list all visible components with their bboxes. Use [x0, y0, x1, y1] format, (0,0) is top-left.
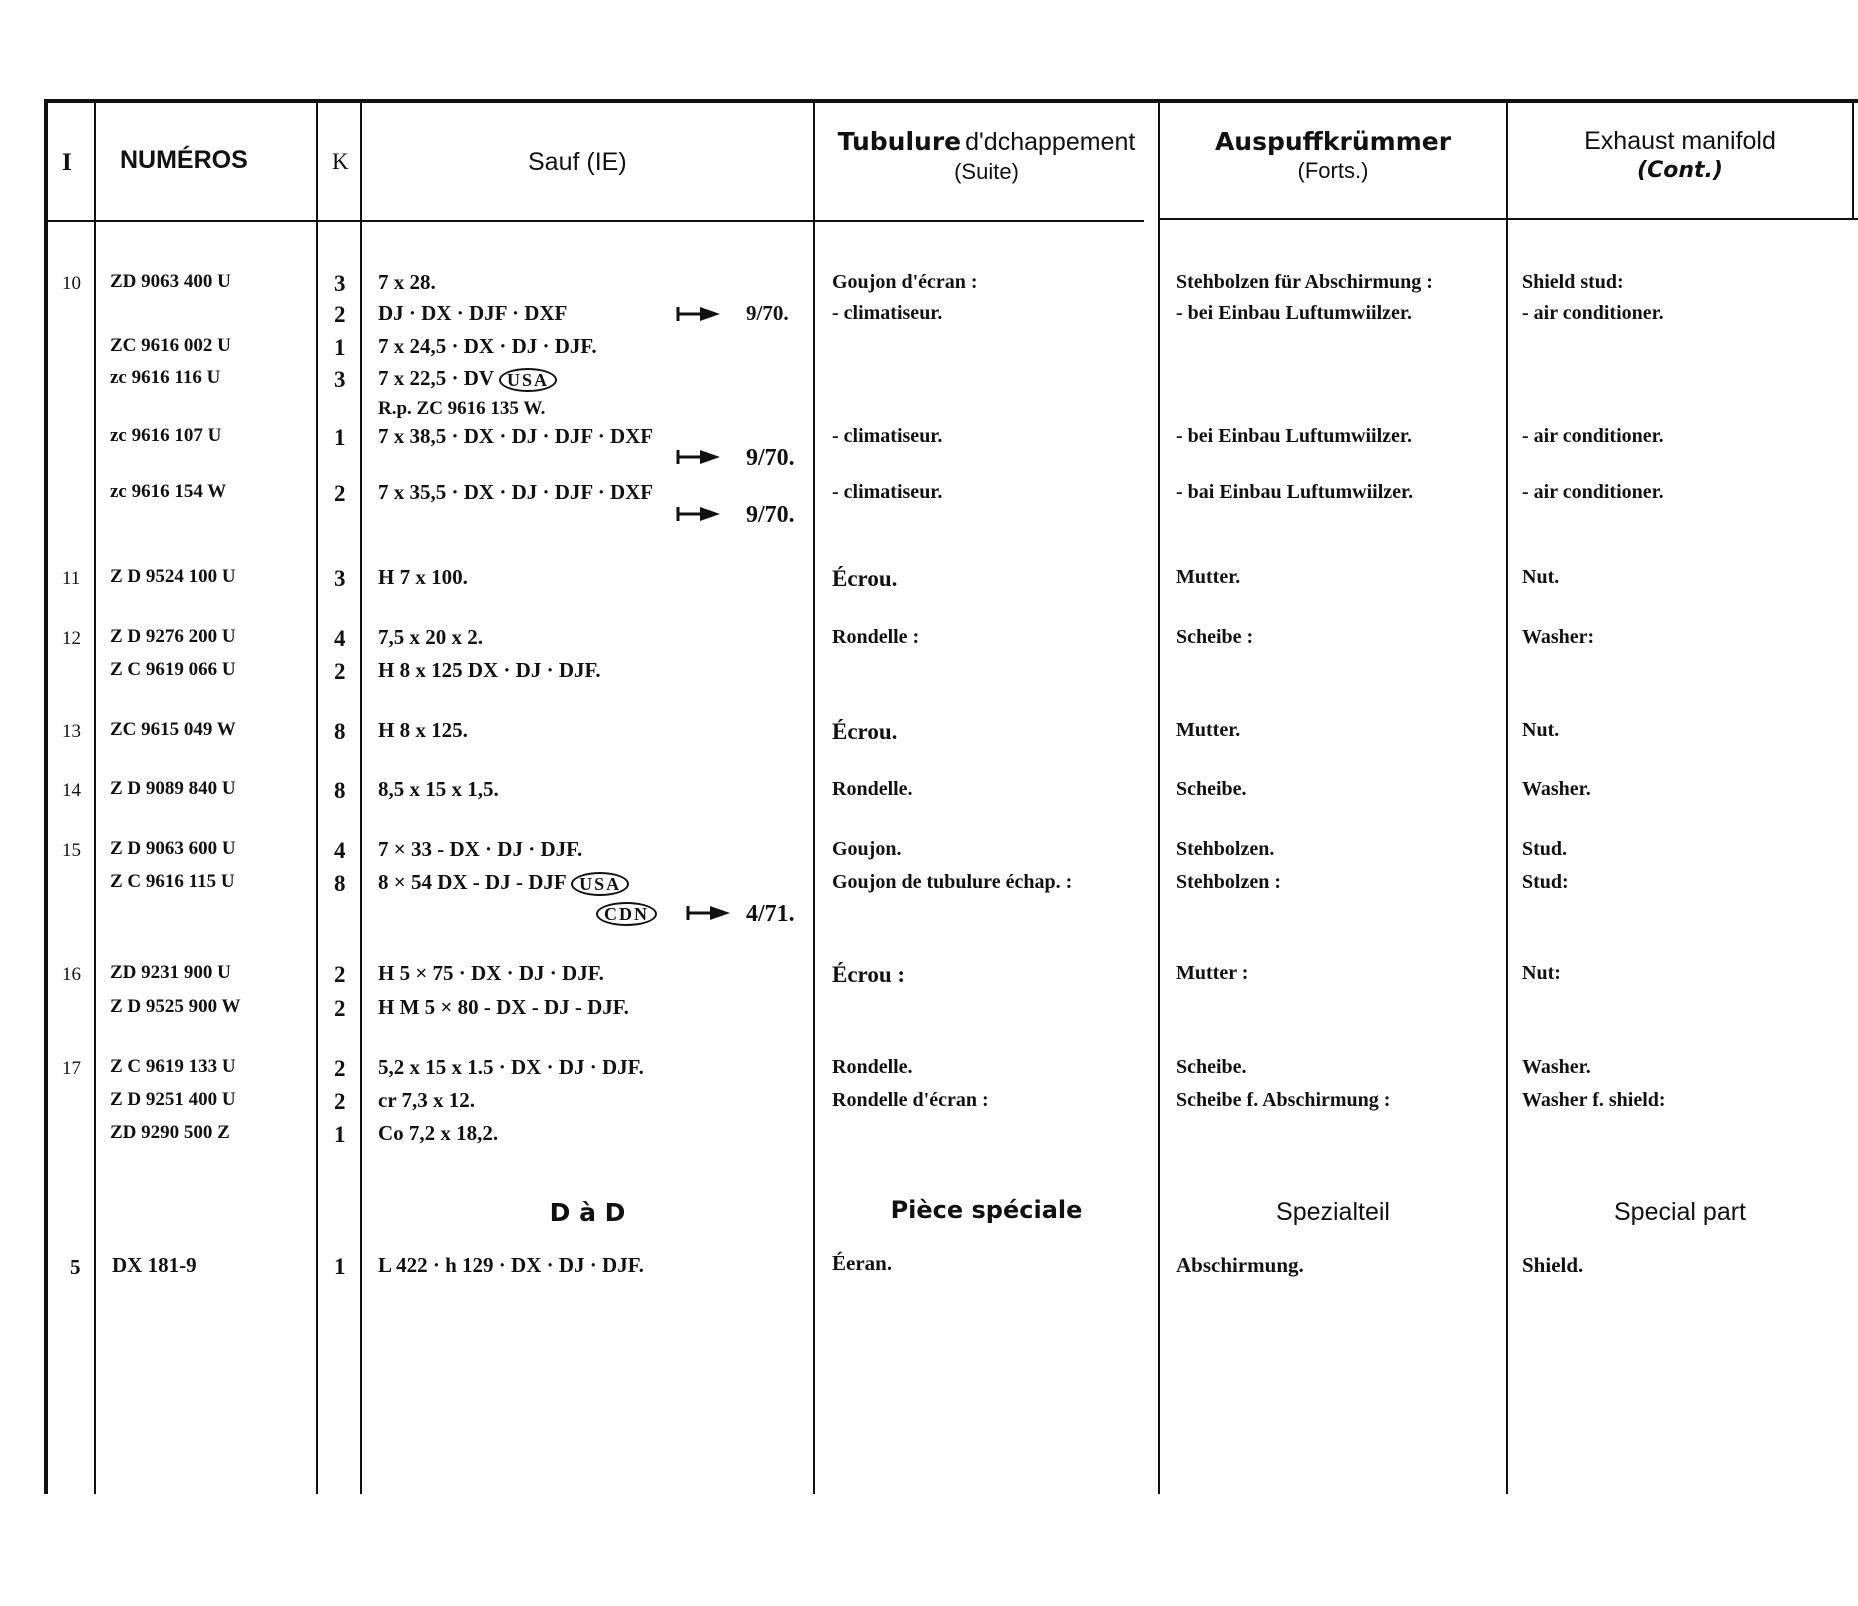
french-description: Écrou : [832, 962, 906, 987]
english-description: Nut. [1522, 566, 1560, 588]
english-description: Washer f. shield: [1522, 1089, 1666, 1111]
effective-from-date: 9/70. [746, 502, 795, 528]
quantity-k: 2 [334, 481, 346, 506]
sauf-spec [378, 272, 436, 293]
col-divider-3 [360, 99, 362, 1494]
sauf-spec [378, 368, 557, 392]
quantity-k: 4 [334, 626, 346, 651]
sauf-spec-text: H M 5 × 80 - DX - DJ - DJF. [378, 995, 629, 1019]
sauf-spec-text: 7 x 38,5 · DX · DJ · DJF · DXF [378, 424, 654, 448]
de-subtitle: (Forts.) [1297, 158, 1369, 184]
sauf-spec-text: 8 × 54 DX - DJ - DJF [378, 870, 566, 894]
row-index: 14 [62, 780, 81, 801]
english-description: - air conditioner. [1522, 481, 1664, 503]
english-description: - air conditioner. [1522, 302, 1664, 324]
header-bottom-border-left [44, 220, 1144, 222]
quantity-k: 8 [334, 719, 346, 744]
part-number: zc 9616 154 W [110, 481, 227, 502]
country-stamp: USA [571, 872, 629, 896]
last-row-index: 5 [70, 1255, 81, 1279]
header-german [1160, 126, 1506, 185]
effective-from-arrow-icon [676, 505, 722, 523]
col-divider-6 [1506, 99, 1508, 1494]
sauf-spec [378, 997, 629, 1018]
german-description: Mutter. [1176, 719, 1241, 741]
sauf-spec-note: R.p. ZC 9616 135 W. [378, 398, 546, 419]
sauf-spec-text: H 8 x 125. [378, 718, 468, 742]
sauf-spec [378, 779, 499, 800]
sauf-spec [378, 426, 653, 447]
sauf-spec-text: 7 x 24,5 · DX · DJ · DJF. [378, 334, 597, 358]
row-index: 11 [62, 568, 81, 589]
sauf-spec-text: 7 x 28. [378, 270, 436, 294]
sauf-spec-text: cr 7,3 x 12. [378, 1088, 476, 1112]
quantity-k: 1 [334, 1122, 346, 1147]
french-description: Goujon d'écran : [832, 271, 978, 293]
section-french: Pièce spéciale [890, 1196, 1083, 1224]
part-number: ZD 9231 900 U [110, 962, 231, 983]
quantity-k: 1 [334, 425, 346, 450]
col-divider-7 [1852, 99, 1854, 219]
german-description: Stehbolzen : [1176, 871, 1281, 893]
col-divider-4 [813, 99, 815, 1494]
header-sauf: Sauf (IE) [528, 148, 627, 176]
sauf-spec-text: 7 x 35,5 · DX · DJ · DJF · DXF [378, 480, 654, 504]
part-number: Z C 9619 066 U [110, 659, 236, 680]
effective-from-date: 9/70. [746, 301, 789, 325]
part-number: Z D 9251 400 U [110, 1089, 236, 1110]
section-sauf: D à D [549, 1198, 626, 1227]
quantity-k: 2 [334, 1089, 346, 1114]
effective-from-date: 4/71. [746, 901, 795, 927]
part-number: Z D 9089 840 U [110, 778, 236, 799]
quantity-k: 1 [334, 335, 346, 360]
col-divider-0 [44, 99, 48, 1494]
quantity-k: 2 [334, 302, 346, 327]
sauf-spec [378, 482, 653, 503]
col-divider-1 [94, 99, 96, 1494]
german-description: Stehbolzen für Abschirmung : [1176, 271, 1433, 293]
en-subtitle: (Cont.) [1637, 158, 1723, 184]
part-number: ZC 9615 049 W [110, 719, 236, 740]
country-stamp: CDN [596, 902, 657, 926]
header-numbers: NUMÉROS [120, 146, 248, 174]
french-description: Rondelle d'écran : [832, 1089, 989, 1111]
french-description: - climatiseur. [832, 425, 943, 447]
sauf-spec [378, 839, 582, 860]
part-number: Z D 9063 600 U [110, 838, 236, 859]
english-description: - air conditioner. [1522, 425, 1664, 447]
last-row-german: Abschirmung. [1176, 1253, 1304, 1277]
quantity-k: 2 [334, 962, 346, 987]
german-description: Scheibe. [1176, 778, 1247, 800]
de-title: Auspuffkrümmer [1214, 127, 1452, 156]
german-description: Scheibe. [1176, 1056, 1247, 1078]
part-number: zc 9616 116 U [110, 367, 221, 388]
english-description: Nut. [1522, 719, 1560, 741]
sauf-spec-text: Co 7,2 x 18,2. [378, 1121, 499, 1145]
quantity-k: 8 [334, 871, 346, 896]
sauf-spec [378, 336, 597, 357]
col-divider-5 [1158, 99, 1160, 1494]
french-description: Rondelle. [832, 778, 913, 800]
part-number: zc 9616 107 U [110, 425, 222, 446]
sauf-spec-text: 7 × 33 - DX · DJ · DJF. [378, 837, 583, 861]
sauf-spec-text: DJ · DX · DJF · DXF [378, 301, 568, 325]
sauf-spec [378, 660, 601, 681]
sauf-spec [378, 567, 468, 588]
german-description: Mutter. [1176, 566, 1241, 588]
fr-title: Tubulure [837, 127, 962, 156]
sauf-spec-text: H 8 x 125 DX · DJ · DJF. [378, 658, 601, 682]
effective-from-date: 9/70. [746, 445, 795, 471]
fr-title-rest: d'dchappement [965, 128, 1136, 156]
french-description: - climatiseur. [832, 302, 943, 324]
section-german: Spezialteil [1276, 1198, 1390, 1226]
french-description: Goujon de tubulure échap. : [832, 871, 1073, 893]
part-number: Z C 9619 133 U [110, 1056, 236, 1077]
english-description: Washer: [1522, 626, 1595, 648]
header-bottom-border-right [1160, 218, 1858, 220]
header-english [1508, 126, 1852, 185]
last-row-number: DX 181-9 [112, 1253, 197, 1277]
row-index: 10 [62, 273, 81, 294]
effective-from-arrow-icon [676, 305, 722, 323]
french-description: Goujon. [832, 838, 902, 860]
section-english: Special part [1613, 1198, 1747, 1226]
row-index: 17 [62, 1058, 81, 1079]
french-description: - climatiseur. [832, 481, 943, 503]
part-number: Z D 9525 900 W [110, 996, 241, 1017]
german-description: Stehbolzen. [1176, 838, 1275, 860]
german-description: Scheibe f. Abschirmung : [1176, 1089, 1391, 1111]
sauf-spec-text: 7 x 22,5 · DV [378, 366, 494, 390]
sauf-spec [378, 720, 468, 741]
german-description: - bai Einbau Luftumwiilzer. [1176, 481, 1414, 503]
quantity-k: 3 [334, 271, 346, 296]
last-row-french: Éeran. [832, 1251, 893, 1275]
french-description: Écrou. [832, 719, 898, 744]
english-description: Shield stud: [1522, 271, 1624, 293]
header-french [815, 126, 1158, 186]
part-number: ZD 9063 400 U [110, 271, 231, 292]
german-description: - bei Einbau Luftumwiilzer. [1176, 302, 1412, 324]
sauf-spec [378, 963, 604, 984]
sauf-spec-text: 7,5 x 20 x 2. [378, 625, 483, 649]
german-description: Scheibe : [1176, 626, 1254, 648]
sauf-spec-text: H 5 × 75 · DX · DJ · DJF. [378, 961, 604, 985]
row-index: 12 [62, 628, 81, 649]
country-stamp: USA [499, 368, 557, 392]
quantity-k: 3 [334, 566, 346, 591]
french-description: Rondelle. [832, 1056, 913, 1078]
row-index: 16 [62, 964, 81, 985]
quantity-k: 3 [334, 367, 346, 392]
quantity-k: 2 [334, 1056, 346, 1081]
english-description: Stud: [1522, 871, 1569, 893]
part-number: Z C 9616 115 U [110, 871, 235, 892]
sauf-spec [378, 627, 483, 648]
french-description: Rondelle : [832, 626, 920, 648]
sauf-spec [378, 1090, 475, 1111]
german-description: Mutter : [1176, 962, 1249, 984]
row-index: 15 [62, 840, 81, 861]
effective-from-arrow-icon [686, 904, 732, 922]
row-index: 13 [62, 721, 81, 742]
part-number: ZC 9616 002 U [110, 335, 231, 356]
english-description: Washer. [1522, 778, 1591, 800]
french-description: Écrou. [832, 566, 898, 591]
english-description: Stud. [1522, 838, 1568, 860]
last-row-sauf: L 422 · h 129 · DX · DJ · DJF. [378, 1253, 644, 1277]
header-k: K [332, 149, 349, 174]
col-divider-2 [316, 99, 318, 1494]
quantity-k: 4 [334, 838, 346, 863]
sauf-spec [378, 1123, 498, 1144]
en-title: Exhaust manifold [1584, 127, 1776, 155]
quantity-k: 8 [334, 778, 346, 803]
sauf-spec [378, 872, 629, 896]
english-description: Washer. [1522, 1056, 1591, 1078]
sauf-spec-text: 5,2 x 15 x 1.5 · DX · DJ · DJF. [378, 1055, 644, 1079]
last-row-k: 1 [334, 1254, 346, 1279]
german-description: - bei Einbau Luftumwiilzer. [1176, 425, 1412, 447]
effective-from-arrow-icon [676, 448, 722, 466]
part-number: Z D 9524 100 U [110, 566, 236, 587]
part-number: ZD 9290 500 Z [110, 1122, 230, 1143]
sauf-spec-text: 8,5 x 15 x 1,5. [378, 777, 499, 801]
sauf-spec-text: H 7 x 100. [378, 565, 468, 589]
sauf-spec [378, 303, 567, 324]
sauf-spec [378, 1057, 644, 1078]
english-description: Nut: [1522, 962, 1561, 984]
part-number: Z D 9276 200 U [110, 626, 236, 647]
fr-subtitle: (Suite) [954, 159, 1019, 185]
quantity-k: 2 [334, 996, 346, 1021]
header-index: I [62, 149, 72, 176]
last-row-english: Shield. [1522, 1253, 1584, 1277]
quantity-k: 2 [334, 659, 346, 684]
